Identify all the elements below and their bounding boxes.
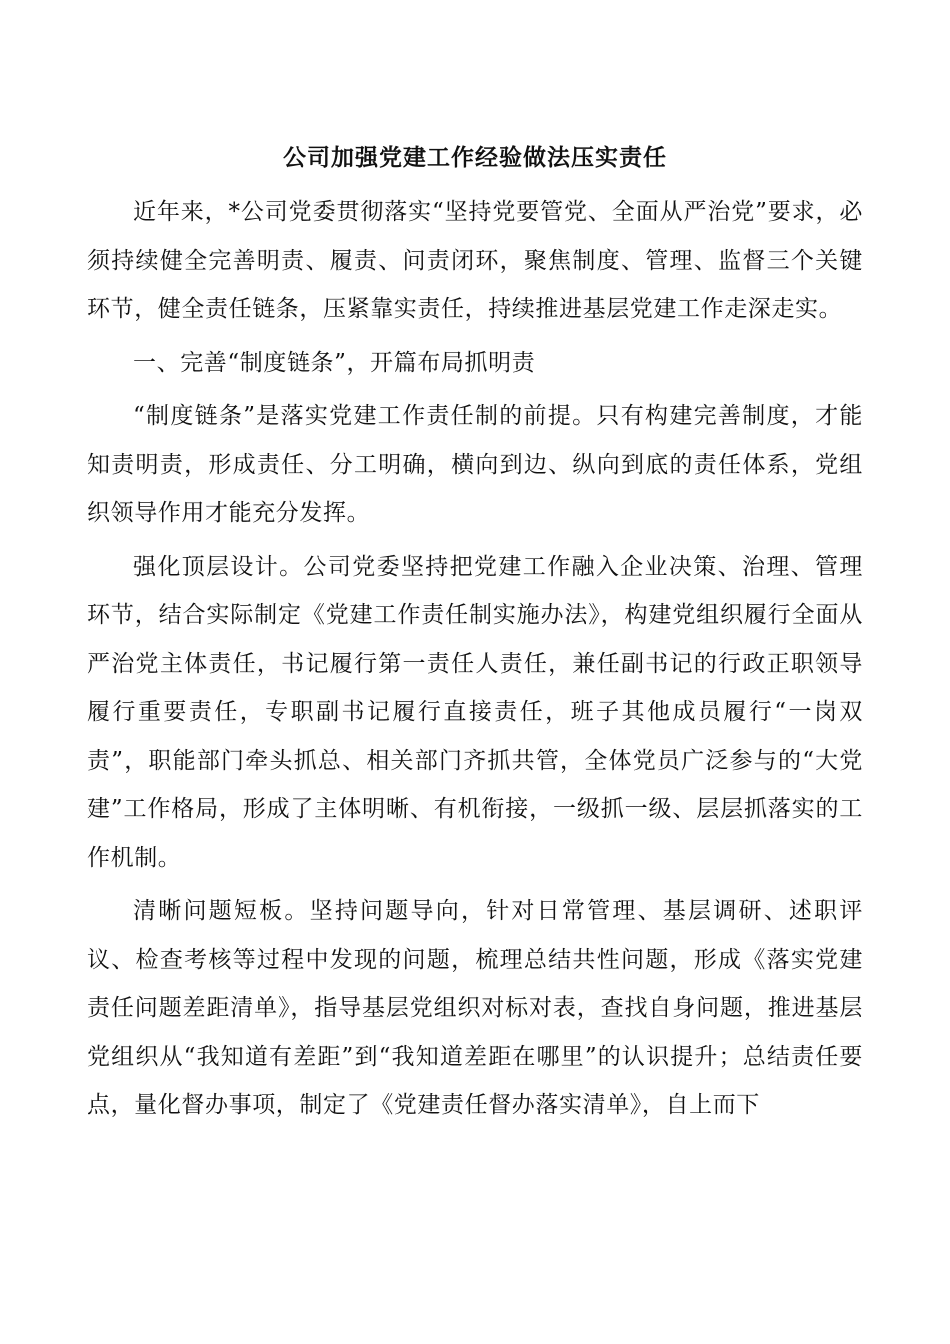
section-heading-1: 一、完善“制度链条”，开篇布局抓明责	[133, 349, 536, 376]
paragraph-intro: 近年来，*公司党委贯彻落实“坚持党要管党、全面从严治党”要求，必须持续健全完善明责、履责、问责闭环，聚焦制度、管理、监督三个关键环节，健全责任链条，压紧靠实责任，持续推进基层党建工作走深走实。	[87, 199, 863, 322]
document-title: 公司加强党建工作经验做法压实责任	[283, 144, 667, 171]
paragraph-problem-shortfalls: 清晰问题短板。坚持问题导向，针对日常管理、基层调研、述职评议、检查考核等过程中发现的问题，梳理总结共性问题，形成《落实党建责任问题差距清单》，指导基层党组织对标对表，查找自身问题，推进基层党组织从“我知道有差距”到“我知道差距在哪里”的认识提升；总结责任要点，量化督办事项，制定了《党建责任督办落实清单》，自上而下	[87, 898, 863, 1118]
paragraph-top-level-design: 强化顶层设计。公司党委坚持把党建工作融入企业决策、治理、管理环节，结合实际制定《党建工作责任制实施办法》，构建党组织履行全面从严治党主体责任，书记履行第一责任人责任，兼任副书记的行政正职领导履行重要责任，专职副书记履行直接责任，班子其他成员履行“一岗双责”，职能部门牵头抓总、相关部门齐抓共管，全体党员广泛参与的“大党建”工作格局，形成了主体明晰、有机衔接，一级抓一级、层层抓落实的工作机制。	[87, 553, 863, 871]
document-body	[87, 188, 863, 1135]
paragraph-institution-chain: “制度链条”是落实党建工作责任制的前提。只有构建完善制度，才能知责明责，形成责任、分工明确，横向到边、纵向到底的责任体系，党组织领导作用才能充分发挥。	[87, 403, 863, 526]
